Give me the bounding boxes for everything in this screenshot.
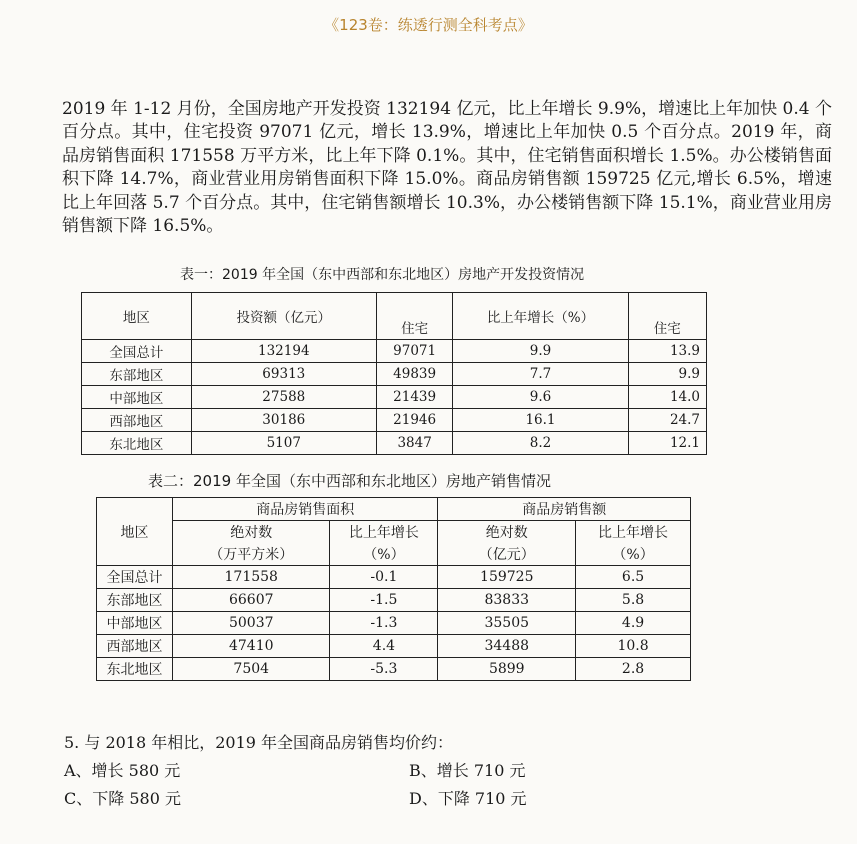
table-row: 东部地区 69313 49839 7.7 9.9 xyxy=(82,363,707,386)
header-residential-growth: 住宅 xyxy=(628,315,706,340)
table-row: 全国总计 132194 97071 9.9 13.9 xyxy=(82,340,707,363)
option-c[interactable]: C、下降 580 元 xyxy=(64,789,181,808)
header-region: 地区 xyxy=(82,293,192,340)
header-sales-amount: 商品房销售额 xyxy=(438,498,691,521)
table-row: 中部地区 27588 21439 9.6 14.0 xyxy=(82,386,707,409)
header-sales-area: 商品房销售面积 xyxy=(173,498,438,521)
sales-table: 地区 商品房销售面积 商品房销售额 绝对数 比上年增长 绝对数 比上年增长 （万平方米） （%） （亿元） （%） 全国总计 171558 -0.1 159725 6.5 东部地区 66607 -1.5 83833 5.8 中部地区 50037 -1.3 35505 4.9 西部地区 47410 4.4 34488 10.8 东北地区 7504 -5.3 5899 2.8 xyxy=(96,497,691,681)
table-row: 西部地区 30186 21946 16.1 24.7 xyxy=(82,409,707,432)
table-row: 东北地区 5107 3847 8.2 12.1 xyxy=(82,432,707,455)
material-paragraph: 2019 年 1-12 月份，全国房地产开发投资 132194 亿元，比上年增长 9.9%，增速比上年加快 0.4 个百分点。其中，住宅投资 97071 亿元，增长 13.9%，增速比上年加快 0.5 个百分点。2019 年，商品房销售面积 171558 万平方米，比上年下降 0.1%。其中，住宅销售面积增长 1.5%。办公楼销售面积下降 14.7%，商业营业用房销售面积下降 15.0%。商品房销售额 159725 亿元,增长 6.5%，增速比上年回落 5.7 个百分点。其中，住宅销售额增长 10.3%，办公楼销售额下降 15.1%，商业营业用房销售额下降 16.5%。 xyxy=(62,99,832,237)
option-d[interactable]: D、下降 710 元 xyxy=(409,789,527,808)
header-growth: 比上年增长（%） xyxy=(453,293,628,340)
question-stem: 5. 与 2018 年相比，2019 年全国商品房销售均价约： xyxy=(64,733,454,752)
investment-table xyxy=(81,292,707,455)
book-header: 《123卷：练透行测全科考点》 xyxy=(324,16,533,34)
table-row: 西部地区 47410 4.4 34488 10.8 xyxy=(97,635,691,658)
table1-caption: 表一：2019 年全国（东中西部和东北地区）房地产开发投资情况 xyxy=(180,267,585,283)
table2-caption: 表二：2019 年全国（东中西部和东北地区）房地产销售情况 xyxy=(148,472,551,490)
table-row: 全国总计 171558 -0.1 159725 6.5 xyxy=(97,566,691,589)
option-b[interactable]: B、增长 710 元 xyxy=(409,761,526,780)
header-invest: 投资额（亿元） xyxy=(191,293,376,340)
table-row: 中部地区 50037 -1.3 35505 4.9 xyxy=(97,612,691,635)
table-row: 东北地区 7504 -5.3 5899 2.8 xyxy=(97,658,691,681)
option-a[interactable]: A、增长 580 元 xyxy=(64,761,181,780)
table-row: 东部地区 66607 -1.5 83833 5.8 xyxy=(97,589,691,612)
header-region: 地区 xyxy=(97,498,173,566)
header-residential: 住宅 xyxy=(376,315,453,340)
